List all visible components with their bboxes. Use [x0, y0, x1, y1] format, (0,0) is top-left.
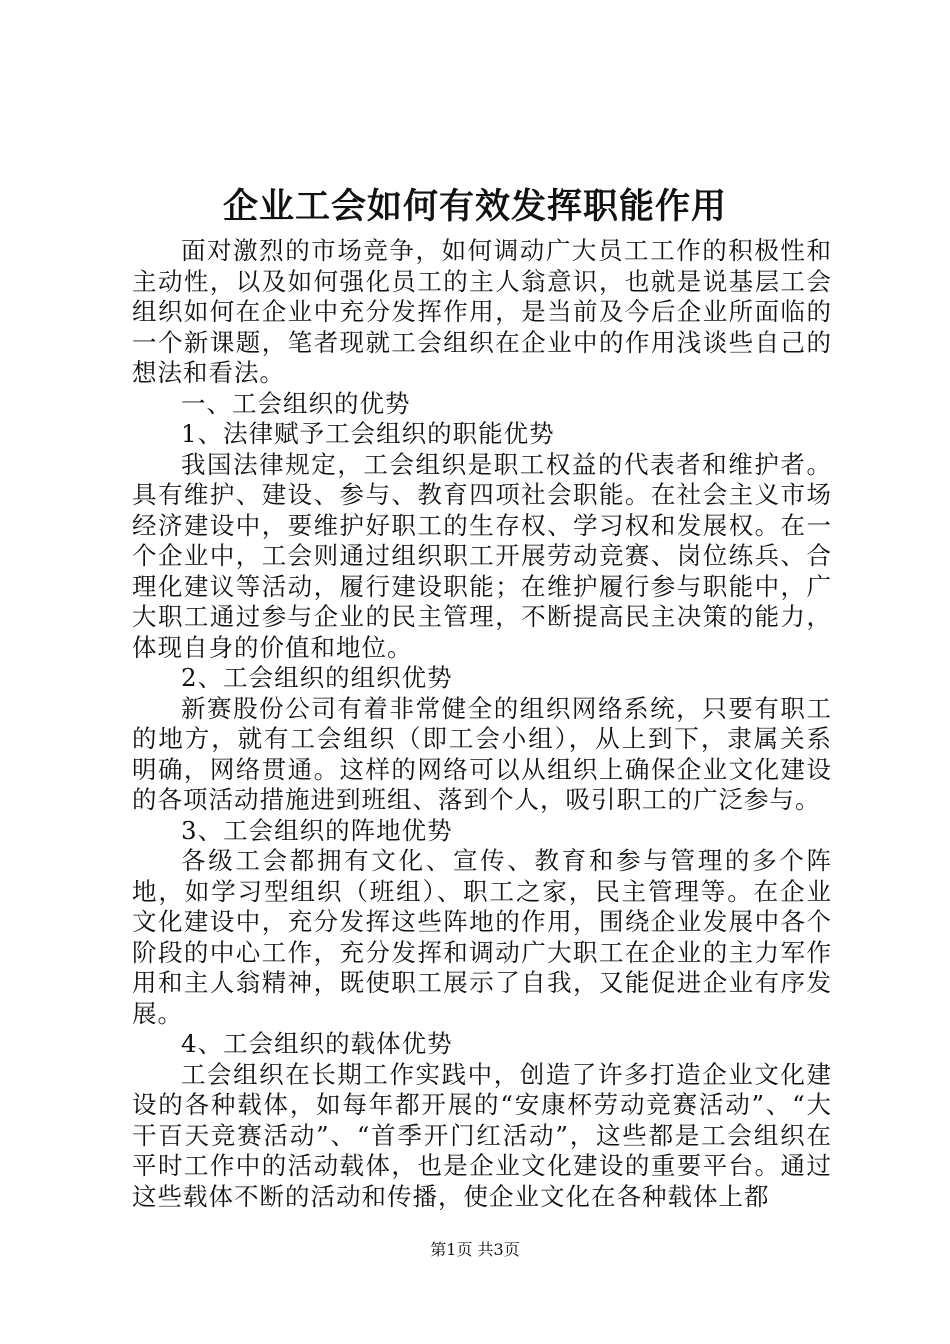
subsection-heading: 2、工会组织的组织优势 — [181, 663, 453, 692]
subsection-heading: 1、法律赋予工会组织的职能优势 — [181, 419, 555, 448]
subsection-heading: 3、工会组织的阵地优势 — [181, 815, 453, 845]
document-title: 企业工会如何有效发挥职能作用 — [222, 186, 727, 227]
section-heading: 一、工会组织的优势 — [181, 388, 411, 418]
subsection-heading: 4、工会组织的载体优势 — [181, 1029, 453, 1058]
body-paragraph: 我国法律规定，工会组织是职工权益的代表者和维护者。具有维护、建设、参与、教育四项社会职能。在社会主义市场经济建设中，要维护好职工的生存权、学习权和发展权。在一个企业中，工会则通过组织职工开展劳动竞赛、岗位练兵、合理化建议等活动，履行建设职能；在维护履行参与职能中，广大职工通过参与企业的民主管理，不断提高民主决策的能力，体现自身的价值和地位。 — [132, 449, 832, 662]
intro-paragraph: 面对激烈的市场竞争，如何调动广大员工工作的积极性和主动性，以及如何强化员工的主人翁意识，也就是说基层工会组织如何在企业中充分发挥作用，是当前及今后企业所面临的一个新课题，笔者现就工会组织在企业中的作用浅谈些自己的想法和看法。 — [132, 236, 832, 387]
body-paragraph: 各级工会都拥有文化、宣传、教育和参与管理的多个阵地，如学习型组织（班组）、职工之家，民主管理等。在企业文化建设中，充分发挥这些阵地的作用，围绕企业发展中各个阶段的中心工作，充分发挥和调动广大职工在企业的主力军作用和主人翁精神，既使职工展示了自我，又能促进企业有序发展。 — [132, 846, 832, 1028]
page-footer: 第1页 共3页 — [430, 1240, 520, 1259]
body-paragraph: 新赛股份公司有着非常健全的组织网络系统，只要有职工的地方，就有工会组织（即工会小组），从上到下，隶属关系明确，网络贯通。这样的网络可以从组织上确保企业文化建设的各项活动措施进到班组、落到个人，吸引职工的广泛参与。 — [132, 693, 832, 814]
document-body — [132, 236, 832, 1212]
body-paragraph: 工会组织在长期工作实践中，创造了许多打造企业文化建设的各种载体，如每年都开展的“安康杯劳动竞赛活动”、“大干百天竞赛活动”、“首季开门红活动”，这些都是工会组织在平时工作中的活动载体，也是企业文化建设的重要平台。通过这些载体不断的活动和传播，使企业文化在各种载体上都 — [132, 1059, 832, 1211]
